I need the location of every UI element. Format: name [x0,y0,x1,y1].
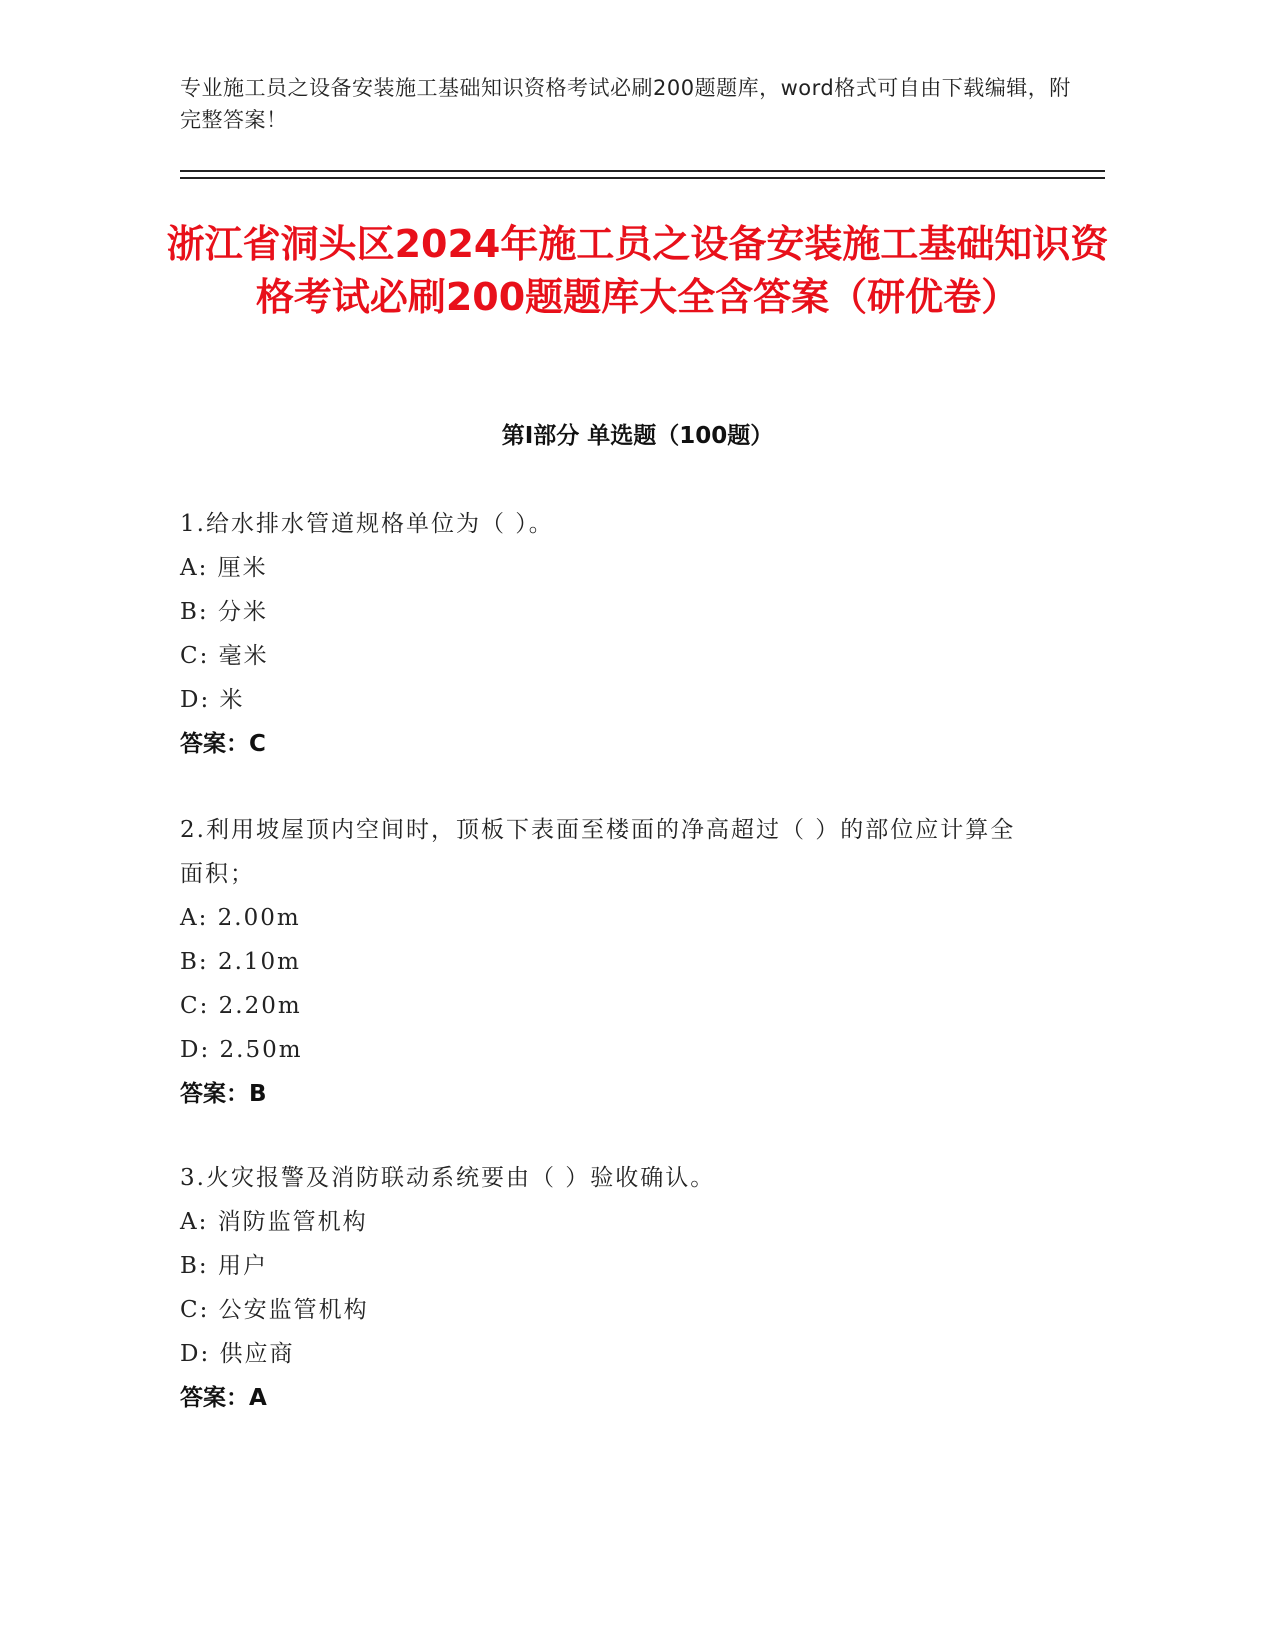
question-2 [180,808,1040,1116]
option-d: D: 2.50m [180,1037,303,1063]
question-stem: 1.给水排水管道规格单位为（ ）。 [180,511,554,537]
option-a: A: 厘米 [180,555,268,581]
option-b: B: 2.10m [180,949,301,975]
header-divider-top [180,170,1105,172]
option-b: B: 用户 [180,1253,268,1279]
question-stem: 2.利用坡屋顶内空间时，顶板下表面至楼面的净高超过（ ）的部位应计算全面积； [180,817,1016,887]
question-3 [180,1156,1040,1420]
option-d: D: 米 [180,687,245,713]
header-note: 专业施工员之设备安装施工基础知识资格考试必刷200题题库，word格式可自由下载编辑，附完整答案！ [180,76,1071,132]
document-title: 浙江省洞头区2024年施工员之设备安装施工基础知识资格考试必刷200题题库大全含答案（研优卷） [166,222,1109,319]
answer: 答案：B [180,1081,267,1107]
header-divider-bottom [180,177,1105,179]
section-heading: 第I部分 单选题（100题） [501,423,774,449]
option-a: A: 2.00m [180,905,301,931]
answer: 答案：A [180,1385,267,1411]
answer: 答案：C [180,731,266,757]
option-d: D: 供应商 [180,1341,295,1367]
option-b: B: 分米 [180,599,268,625]
option-c: C: 毫米 [180,643,269,669]
option-a: A: 消防监管机构 [180,1209,368,1235]
question-1 [180,502,1040,766]
question-stem: 3.火灾报警及消防联动系统要由（ ）验收确认。 [180,1165,716,1191]
option-c: C: 2.20m [180,993,302,1019]
option-c: C: 公安监管机构 [180,1297,369,1323]
